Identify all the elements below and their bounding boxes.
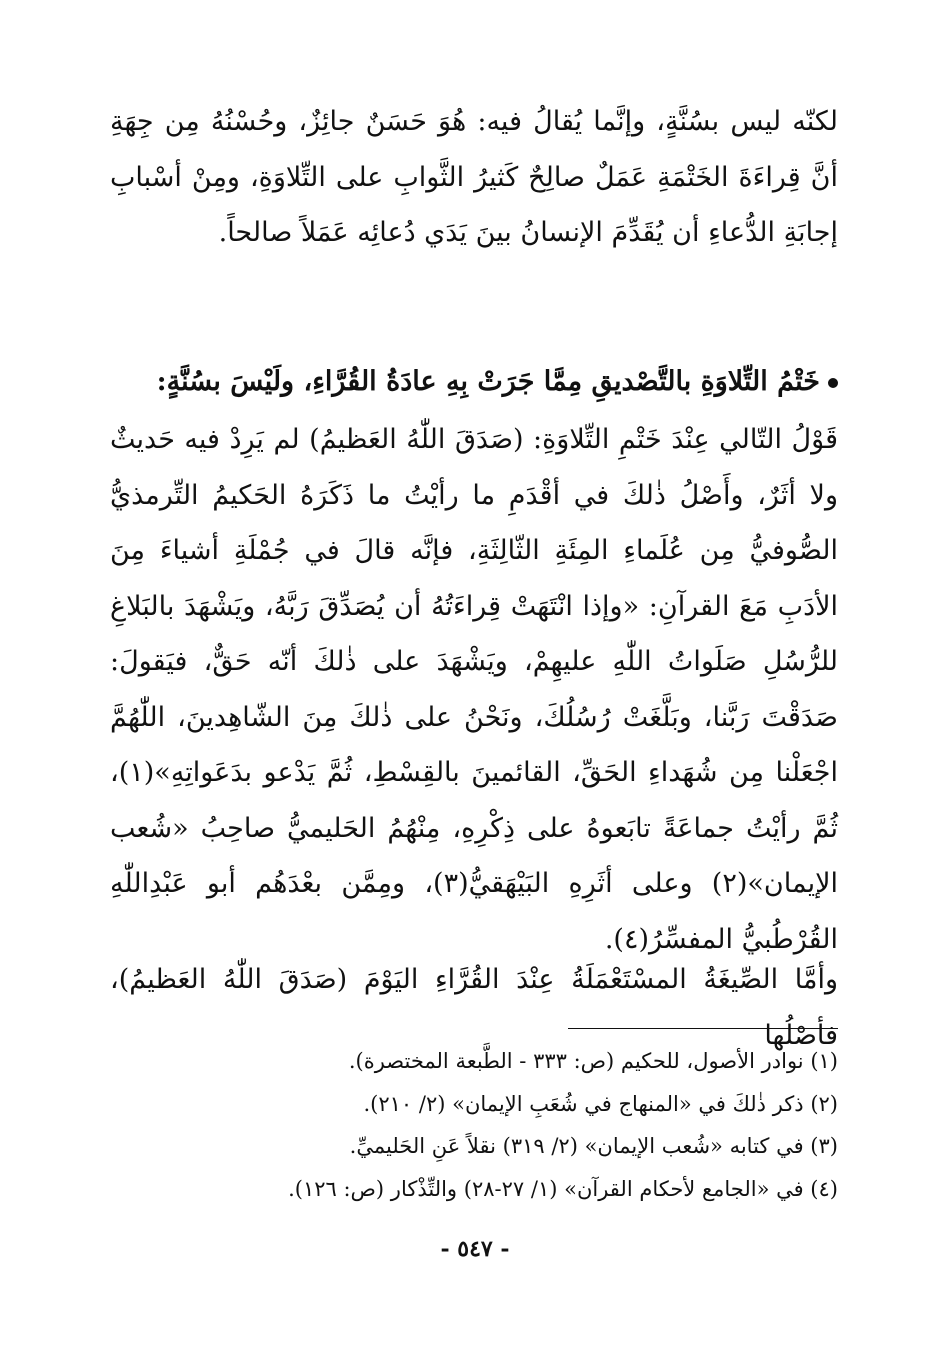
footnote-4: (٤) في «الجامع لأحكام القرآن» (١/ ٢٧-٢٨) والتِّذْكار (ص: ١٢٦). (288, 1176, 838, 1201)
page-number: - ٥٤٧ - (440, 1236, 510, 1262)
paragraph-intro (110, 94, 838, 261)
footnote-3: (٣) في كتابه «شُعب الإيمان» (٢/ ٣١٩) نقلاً عَنِ الحَليميِّ. (349, 1134, 838, 1158)
paragraph-text: وأمَّا الصِّيغَةُ المسْتَعْمَلَةُ عِنْدَ القُرَّاءِ اليَوْمَ (صَدَقَ اللّٰهُ العَظيمُ)، فأصْلُها (110, 964, 838, 1051)
section-heading-text: خَتْمُ التِّلاوَةِ بالتَّصْديقِ مِمَّا جَرَتْ بِهِ عادَةُ القُرَّاءِ، ولَيْسَ بسُنَّةٍ: (156, 366, 820, 397)
paragraph-main (110, 412, 838, 967)
section-heading (110, 354, 838, 409)
paragraph-text: لكنّه ليس بسُنَّةٍ، وإنَّما يُقالُ فيه: هُوَ حَسَنٌ جائِزٌ، وحُسْنُهُ مِن جِهَةِ أنَّ قِراءَةَ الخَتْمَةِ عَمَلٌ صالِحٌ كَثيرُ الثَّوابِ على التِّلاوَةِ، ومِنْ أسْبابِ إجابَةِ الدُّعاءِ أن يُقَدِّمَ الإنسانُ بينَ يَدَي دُعائِه عَمَلاً صالحاً. (110, 106, 838, 248)
paragraph-text: قَوْلُ التّالي عِنْدَ خَتْمِ التِّلاوَةِ: (صَدَقَ اللّٰهُ العَظيمُ) لم يَرِدْ فيه حَديثٌ ولا أثَرٌ، وأَصْلُ ذٰلكَ في أقْدَمِ ما رأيْتُ ما ذَكَرَهُ الحَكيمُ التِّرمذيُّ الصُّوفيُّ مِن عُلَماءِ المِئَةِ الثّالِثَةِ، فإنَّه قالَ في جُمْلَةِ أشياءَ مِنَ الأدَبِ مَعَ القرآنِ: «وإذا انْتَهَتْ قِراءَتُهُ أن يُصَدِّقَ رَبَّهُ، ويَشْهَدَ بالبَلاغِ للرُّسُلِ صَلَواتُ اللّٰهِ عليهِمْ، ويَشْهَدَ على ذٰلكَ أنّه حَقٌّ، فيَقولَ: صَدَقْتَ رَبَّنا، وبَلَّغَتْ رُسُلُكَ، ونَحْنُ على ذٰلكَ مِنَ الشّاهِدينَ، اللّٰهُمَّ اجْعَلْنا مِن شُهَداءِ الحَقِّ، القائمينَ بالقِسْطِ، ثُمَّ يَدْعو بدَعَواتِهِ»(١)، ثُمَّ رأيْتُ جماعَةً تابَعوهُ على ذِكْرِهِ، مِنْهُمُ الحَليميُّ صاحِبُ «شُعب الإيمان»(٢) وعلى أثَرِهِ البَيْهَقيُّ(٣)، ومِمَّن بعْدَهُم أبو عَبْدِاللّٰهِ القُرْطُبيُّ المفسِّرُ(٤). (110, 424, 838, 955)
bullet-icon (828, 378, 838, 388)
footnote-2: (٢) ذكر ذٰلكَ في «المنهاج في شُعَبِ الإيمان» (٢/ ٢١٠). (363, 1091, 838, 1116)
footnote-divider (568, 1028, 838, 1029)
footnotes (110, 1040, 838, 1210)
footnote-1: (١) نوادر الأصول، للحكيم (ص: ٣٣٣ - الطَّبعة المختصرة). (348, 1049, 838, 1073)
